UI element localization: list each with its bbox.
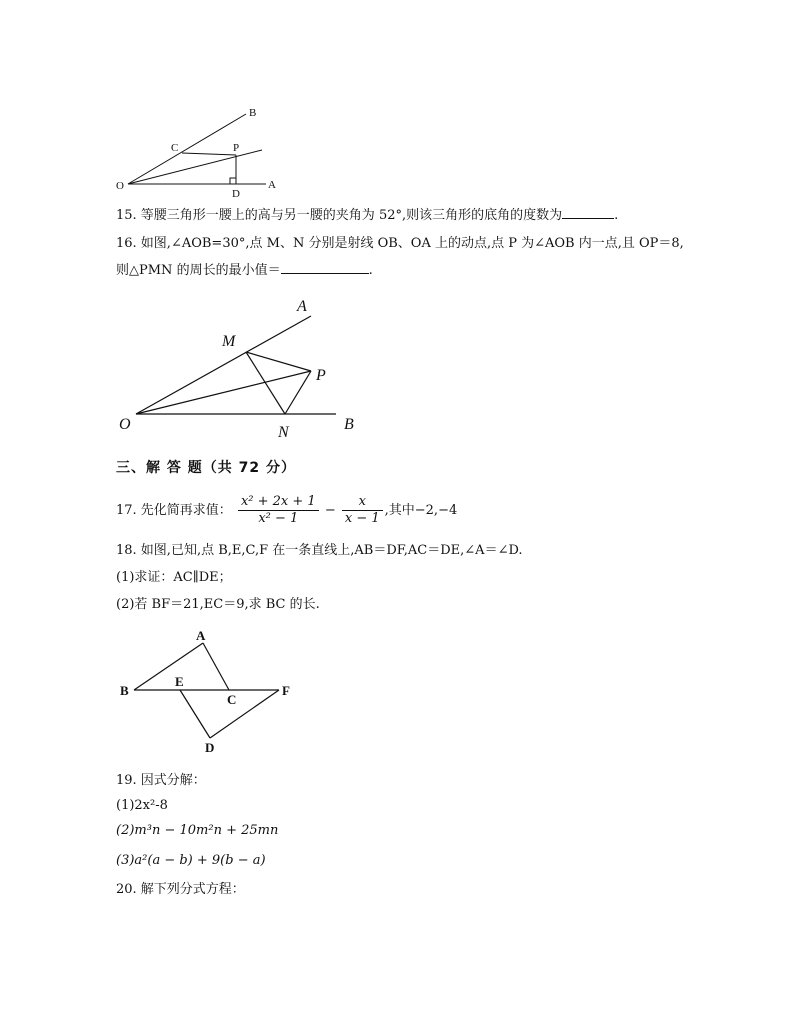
question-19-title: 19. 因式分解： — [116, 773, 206, 788]
fig14-label-a: A — [268, 179, 276, 191]
fraction-1-denominator: x² − 1 — [238, 510, 319, 527]
answer-blank-15[interactable] — [562, 206, 614, 219]
fig16-label-o: O — [119, 416, 131, 433]
answer-blank-16[interactable] — [281, 261, 369, 274]
fig18-label-e: E — [175, 674, 184, 689]
fig14-label-b: B — [249, 107, 257, 119]
fig18-label-a: A — [196, 628, 206, 643]
fraction-1-numerator: x² + 2x + 1 — [240, 494, 316, 509]
fraction-2-numerator: x — [358, 494, 366, 509]
question-18-stem: 18. 如图,已知,点 B,E,C,F 在一条直线上,AB＝DF,AC＝DE,∠A＝∠D. — [116, 543, 523, 558]
question-16-prefix: 则△PMN 的周长的最小值＝ — [116, 263, 281, 278]
question-19-part1: (1)2x²-8 — [116, 798, 168, 813]
question-16-line2 — [116, 261, 373, 280]
question-17-prefix: 17. 先化简再求值： — [116, 503, 232, 518]
question-17-suffix: ,其中−2,−4 — [384, 503, 458, 518]
fraction-2-denominator: x − 1 — [342, 510, 383, 527]
question-16-line1: 16. 如图,∠AOB=30°,点 M、N 分别是射线 OB、OA 上的动点,点 P 为∠AOB 内一点,且 OP＝8, — [116, 236, 684, 251]
fig16-label-a: A — [297, 298, 307, 315]
fraction-2 — [342, 494, 383, 527]
question-18-part1: (1)求证：AC∥DE； — [116, 570, 232, 585]
fig16-label-n: N — [278, 424, 289, 441]
question-18-part2: (2)若 BF＝21,EC＝9,求 BC 的长. — [116, 597, 320, 612]
fig16-label-b: B — [344, 416, 354, 433]
section-heading: 三、解 答 题（共 72 分） — [116, 460, 296, 476]
question-17 — [116, 493, 457, 529]
question-15-text: 15. 等腰三角形一腰上的高与另一腰的夹角为 52°,则该三角形的底角的度数为 — [116, 208, 563, 223]
fig14-label-d: D — [232, 188, 240, 200]
fig16-label-p: P — [316, 367, 326, 384]
fig14-label-c: C — [171, 142, 179, 154]
fig14-label-o: O — [116, 180, 124, 192]
fig18-label-c: C — [227, 692, 237, 707]
question-15 — [116, 206, 618, 225]
fig14-label-p: P — [233, 142, 240, 154]
minus-sign: − — [324, 503, 336, 518]
fraction-1 — [238, 494, 319, 527]
fig18-label-d: D — [205, 740, 215, 755]
question-19-part2: (2)m³n − 10m²n + 25mn — [116, 823, 279, 838]
question-15-end: . — [614, 208, 619, 223]
fig18-label-f: F — [282, 683, 290, 698]
question-16-end: . — [368, 263, 373, 278]
question-19-part3: (3)a²(a − b) + 9(b − a) — [116, 853, 266, 868]
question-20-title: 20. 解下列分式方程： — [116, 882, 245, 897]
fig18-label-b: B — [120, 683, 129, 698]
fig16-label-m: M — [222, 333, 236, 350]
